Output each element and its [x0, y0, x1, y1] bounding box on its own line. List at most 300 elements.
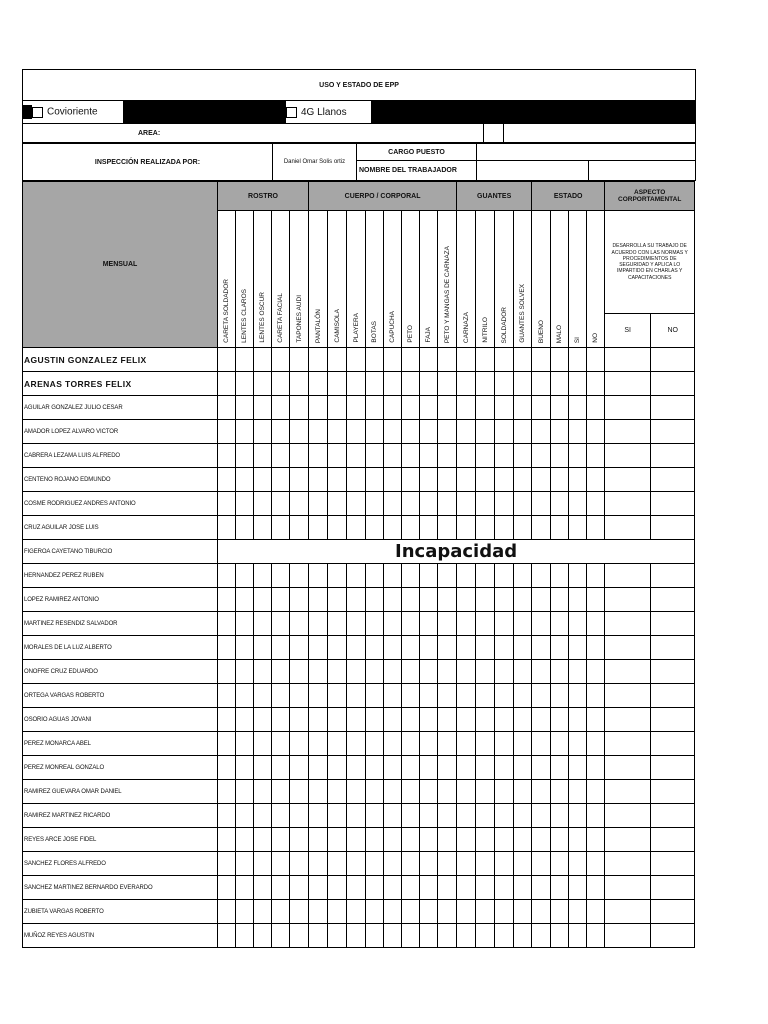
check-cell[interactable]: [605, 516, 651, 540]
check-cell[interactable]: [309, 684, 328, 708]
check-cell[interactable]: [569, 444, 587, 468]
check-cell[interactable]: [457, 684, 476, 708]
check-cell[interactable]: [495, 444, 514, 468]
check-cell[interactable]: [569, 828, 587, 852]
check-cell[interactable]: [457, 852, 476, 876]
check-cell[interactable]: [328, 612, 347, 636]
check-cell[interactable]: [290, 420, 309, 444]
check-cell[interactable]: [514, 828, 532, 852]
check-cell[interactable]: [532, 396, 551, 420]
check-cell[interactable]: [236, 708, 254, 732]
check-cell[interactable]: [272, 708, 290, 732]
check-cell[interactable]: [384, 660, 402, 684]
check-cell[interactable]: [290, 708, 309, 732]
check-cell[interactable]: [328, 396, 347, 420]
check-cell[interactable]: [438, 660, 457, 684]
check-cell[interactable]: [605, 468, 651, 492]
check-cell[interactable]: [457, 900, 476, 924]
check-cell[interactable]: [476, 780, 495, 804]
check-cell[interactable]: [495, 876, 514, 900]
check-cell[interactable]: [366, 780, 384, 804]
check-cell[interactable]: [366, 348, 384, 372]
check-cell[interactable]: [651, 804, 695, 828]
check-cell[interactable]: [438, 636, 457, 660]
check-cell[interactable]: [309, 612, 328, 636]
check-cell[interactable]: [532, 684, 551, 708]
check-cell[interactable]: [420, 780, 438, 804]
check-cell[interactable]: [272, 900, 290, 924]
check-cell[interactable]: [651, 924, 695, 948]
check-cell[interactable]: [587, 756, 605, 780]
check-cell[interactable]: [347, 852, 366, 876]
check-cell[interactable]: [514, 444, 532, 468]
check-cell[interactable]: [587, 924, 605, 948]
check-cell[interactable]: [384, 636, 402, 660]
check-cell[interactable]: [290, 492, 309, 516]
check-cell[interactable]: [532, 492, 551, 516]
check-cell[interactable]: [587, 852, 605, 876]
check-cell[interactable]: [347, 708, 366, 732]
check-cell[interactable]: [347, 372, 366, 396]
check-cell[interactable]: [272, 348, 290, 372]
check-cell[interactable]: [218, 852, 236, 876]
check-cell[interactable]: [366, 852, 384, 876]
check-cell[interactable]: [551, 348, 569, 372]
check-cell[interactable]: [290, 396, 309, 420]
check-cell[interactable]: [328, 588, 347, 612]
check-cell[interactable]: [309, 924, 328, 948]
check-cell[interactable]: [347, 516, 366, 540]
check-cell[interactable]: [457, 396, 476, 420]
check-cell[interactable]: [347, 900, 366, 924]
check-cell[interactable]: [290, 876, 309, 900]
check-cell[interactable]: [457, 468, 476, 492]
check-cell[interactable]: [402, 420, 420, 444]
check-cell[interactable]: [438, 444, 457, 468]
check-cell[interactable]: [366, 444, 384, 468]
check-cell[interactable]: [438, 348, 457, 372]
check-cell[interactable]: [328, 924, 347, 948]
check-cell[interactable]: [457, 612, 476, 636]
check-cell[interactable]: [366, 732, 384, 756]
check-cell[interactable]: [551, 612, 569, 636]
check-cell[interactable]: [532, 516, 551, 540]
check-cell[interactable]: [476, 828, 495, 852]
check-cell[interactable]: [438, 900, 457, 924]
check-cell[interactable]: [476, 636, 495, 660]
check-cell[interactable]: [532, 588, 551, 612]
check-cell[interactable]: [495, 684, 514, 708]
check-cell[interactable]: [384, 924, 402, 948]
check-cell[interactable]: [532, 372, 551, 396]
check-cell[interactable]: [551, 660, 569, 684]
check-cell[interactable]: [532, 708, 551, 732]
check-cell[interactable]: [218, 900, 236, 924]
area-value[interactable]: [414, 124, 484, 143]
check-cell[interactable]: [366, 876, 384, 900]
check-cell[interactable]: [438, 828, 457, 852]
check-cell[interactable]: [254, 468, 272, 492]
check-cell[interactable]: [569, 636, 587, 660]
check-cell[interactable]: [218, 564, 236, 588]
check-cell[interactable]: [476, 708, 495, 732]
check-cell[interactable]: [402, 636, 420, 660]
check-cell[interactable]: [309, 396, 328, 420]
check-cell[interactable]: [457, 588, 476, 612]
check-cell[interactable]: [457, 924, 476, 948]
check-cell[interactable]: [457, 492, 476, 516]
check-cell[interactable]: [347, 636, 366, 660]
check-cell[interactable]: [438, 396, 457, 420]
check-cell[interactable]: [438, 468, 457, 492]
check-cell[interactable]: [569, 492, 587, 516]
check-cell[interactable]: [587, 900, 605, 924]
check-cell[interactable]: [651, 612, 695, 636]
check-cell[interactable]: [605, 732, 651, 756]
check-cell[interactable]: [347, 828, 366, 852]
check-cell[interactable]: [495, 924, 514, 948]
check-cell[interactable]: [309, 372, 328, 396]
check-cell[interactable]: [532, 612, 551, 636]
check-cell[interactable]: [272, 636, 290, 660]
check-cell[interactable]: [254, 516, 272, 540]
check-cell[interactable]: [328, 900, 347, 924]
check-cell[interactable]: [290, 852, 309, 876]
check-cell[interactable]: [532, 780, 551, 804]
check-cell[interactable]: [272, 684, 290, 708]
check-cell[interactable]: [384, 780, 402, 804]
check-cell[interactable]: [420, 876, 438, 900]
check-cell[interactable]: [476, 348, 495, 372]
check-cell[interactable]: [569, 924, 587, 948]
check-cell[interactable]: [347, 468, 366, 492]
check-cell[interactable]: [218, 804, 236, 828]
check-cell[interactable]: [587, 588, 605, 612]
check-cell[interactable]: [569, 348, 587, 372]
check-cell[interactable]: [309, 420, 328, 444]
check-cell[interactable]: [532, 732, 551, 756]
check-cell[interactable]: [218, 732, 236, 756]
check-cell[interactable]: [495, 348, 514, 372]
check-cell[interactable]: [495, 852, 514, 876]
check-cell[interactable]: [495, 780, 514, 804]
check-cell[interactable]: [457, 372, 476, 396]
check-cell[interactable]: [272, 516, 290, 540]
check-cell[interactable]: [457, 780, 476, 804]
checkbox-covioriente[interactable]: [32, 107, 43, 118]
check-cell[interactable]: [384, 852, 402, 876]
check-cell[interactable]: [551, 444, 569, 468]
check-cell[interactable]: [384, 492, 402, 516]
check-cell[interactable]: [551, 420, 569, 444]
check-cell[interactable]: [551, 684, 569, 708]
check-cell[interactable]: [587, 876, 605, 900]
check-cell[interactable]: [438, 804, 457, 828]
check-cell[interactable]: [309, 900, 328, 924]
check-cell[interactable]: [495, 396, 514, 420]
check-cell[interactable]: [254, 804, 272, 828]
check-cell[interactable]: [218, 876, 236, 900]
check-cell[interactable]: [384, 804, 402, 828]
check-cell[interactable]: [420, 492, 438, 516]
check-cell[interactable]: [347, 876, 366, 900]
check-cell[interactable]: [272, 660, 290, 684]
check-cell[interactable]: [514, 756, 532, 780]
check-cell[interactable]: [236, 636, 254, 660]
check-cell[interactable]: [254, 444, 272, 468]
check-cell[interactable]: [366, 804, 384, 828]
check-cell[interactable]: [587, 396, 605, 420]
check-cell[interactable]: [347, 684, 366, 708]
check-cell[interactable]: [272, 732, 290, 756]
check-cell[interactable]: [328, 708, 347, 732]
check-cell[interactable]: [309, 876, 328, 900]
check-cell[interactable]: [309, 444, 328, 468]
check-cell[interactable]: [476, 588, 495, 612]
check-cell[interactable]: [569, 780, 587, 804]
check-cell[interactable]: [309, 516, 328, 540]
check-cell[interactable]: [254, 828, 272, 852]
check-cell[interactable]: [420, 444, 438, 468]
check-cell[interactable]: [551, 492, 569, 516]
check-cell[interactable]: [290, 468, 309, 492]
check-cell[interactable]: [532, 444, 551, 468]
check-cell[interactable]: [420, 900, 438, 924]
check-cell[interactable]: [328, 636, 347, 660]
check-cell[interactable]: [551, 780, 569, 804]
check-cell[interactable]: [532, 468, 551, 492]
check-cell[interactable]: [254, 900, 272, 924]
check-cell[interactable]: [290, 828, 309, 852]
check-cell[interactable]: [290, 684, 309, 708]
check-cell[interactable]: [514, 804, 532, 828]
check-cell[interactable]: [651, 516, 695, 540]
check-cell[interactable]: [328, 564, 347, 588]
check-cell[interactable]: [514, 780, 532, 804]
check-cell[interactable]: [420, 804, 438, 828]
check-cell[interactable]: [476, 660, 495, 684]
check-cell[interactable]: [457, 804, 476, 828]
check-cell[interactable]: [272, 468, 290, 492]
check-cell[interactable]: [420, 660, 438, 684]
check-cell[interactable]: [495, 708, 514, 732]
check-cell[interactable]: [551, 636, 569, 660]
check-cell[interactable]: [328, 876, 347, 900]
check-cell[interactable]: [420, 468, 438, 492]
check-cell[interactable]: [254, 420, 272, 444]
check-cell[interactable]: [236, 876, 254, 900]
check-cell[interactable]: [587, 444, 605, 468]
check-cell[interactable]: [569, 396, 587, 420]
check-cell[interactable]: [569, 468, 587, 492]
check-cell[interactable]: [551, 900, 569, 924]
check-cell[interactable]: [438, 732, 457, 756]
check-cell[interactable]: [457, 348, 476, 372]
check-cell[interactable]: [587, 684, 605, 708]
check-cell[interactable]: [402, 612, 420, 636]
check-cell[interactable]: [569, 660, 587, 684]
check-cell[interactable]: [532, 636, 551, 660]
check-cell[interactable]: [347, 420, 366, 444]
check-cell[interactable]: [651, 564, 695, 588]
check-cell[interactable]: [218, 372, 236, 396]
check-cell[interactable]: [328, 348, 347, 372]
check-cell[interactable]: [384, 732, 402, 756]
check-cell[interactable]: [605, 924, 651, 948]
check-cell[interactable]: [532, 924, 551, 948]
check-cell[interactable]: [651, 732, 695, 756]
check-cell[interactable]: [587, 660, 605, 684]
check-cell[interactable]: [236, 612, 254, 636]
check-cell[interactable]: [290, 924, 309, 948]
check-cell[interactable]: [514, 900, 532, 924]
check-cell[interactable]: [514, 396, 532, 420]
check-cell[interactable]: [587, 348, 605, 372]
check-cell[interactable]: [384, 420, 402, 444]
check-cell[interactable]: [569, 708, 587, 732]
check-cell[interactable]: [218, 708, 236, 732]
check-cell[interactable]: [476, 804, 495, 828]
check-cell[interactable]: [236, 492, 254, 516]
check-cell[interactable]: [605, 372, 651, 396]
check-cell[interactable]: [218, 588, 236, 612]
check-cell[interactable]: [236, 924, 254, 948]
check-cell[interactable]: [347, 660, 366, 684]
check-cell[interactable]: [605, 420, 651, 444]
check-cell[interactable]: [457, 732, 476, 756]
check-cell[interactable]: [366, 708, 384, 732]
check-cell[interactable]: [236, 444, 254, 468]
check-cell[interactable]: [402, 564, 420, 588]
check-cell[interactable]: [587, 780, 605, 804]
check-cell[interactable]: [290, 348, 309, 372]
check-cell[interactable]: [651, 636, 695, 660]
check-cell[interactable]: [476, 468, 495, 492]
check-cell[interactable]: [290, 564, 309, 588]
check-cell[interactable]: [402, 444, 420, 468]
check-cell[interactable]: [587, 468, 605, 492]
check-cell[interactable]: [605, 900, 651, 924]
check-cell[interactable]: [328, 468, 347, 492]
check-cell[interactable]: [438, 756, 457, 780]
check-cell[interactable]: [587, 420, 605, 444]
check-cell[interactable]: [495, 900, 514, 924]
check-cell[interactable]: [384, 372, 402, 396]
check-cell[interactable]: [551, 924, 569, 948]
check-cell[interactable]: [605, 348, 651, 372]
check-cell[interactable]: [309, 828, 328, 852]
check-cell[interactable]: [384, 756, 402, 780]
check-cell[interactable]: [402, 708, 420, 732]
worker-name-extra[interactable]: [589, 161, 696, 181]
check-cell[interactable]: [587, 804, 605, 828]
check-cell[interactable]: [551, 372, 569, 396]
check-cell[interactable]: [532, 756, 551, 780]
check-cell[interactable]: [236, 828, 254, 852]
check-cell[interactable]: [438, 684, 457, 708]
check-cell[interactable]: [651, 660, 695, 684]
check-cell[interactable]: [254, 780, 272, 804]
check-cell[interactable]: [551, 588, 569, 612]
check-cell[interactable]: [420, 348, 438, 372]
check-cell[interactable]: [651, 492, 695, 516]
check-cell[interactable]: [420, 924, 438, 948]
check-cell[interactable]: [532, 828, 551, 852]
check-cell[interactable]: [514, 684, 532, 708]
check-cell[interactable]: [551, 756, 569, 780]
check-cell[interactable]: [290, 900, 309, 924]
check-cell[interactable]: [587, 612, 605, 636]
check-cell[interactable]: [272, 780, 290, 804]
check-cell[interactable]: [651, 684, 695, 708]
check-cell[interactable]: [254, 684, 272, 708]
check-cell[interactable]: [366, 372, 384, 396]
check-cell[interactable]: [236, 372, 254, 396]
check-cell[interactable]: [347, 780, 366, 804]
check-cell[interactable]: [587, 516, 605, 540]
check-cell[interactable]: [290, 612, 309, 636]
check-cell[interactable]: [402, 732, 420, 756]
check-cell[interactable]: [347, 612, 366, 636]
option-covioriente[interactable]: [23, 101, 123, 124]
check-cell[interactable]: [218, 420, 236, 444]
check-cell[interactable]: [328, 372, 347, 396]
check-cell[interactable]: [272, 828, 290, 852]
check-cell[interactable]: [420, 564, 438, 588]
check-cell[interactable]: [328, 732, 347, 756]
check-cell[interactable]: [605, 780, 651, 804]
check-cell[interactable]: [236, 900, 254, 924]
check-cell[interactable]: [476, 876, 495, 900]
check-cell[interactable]: [384, 900, 402, 924]
check-cell[interactable]: [476, 372, 495, 396]
check-cell[interactable]: [457, 756, 476, 780]
check-cell[interactable]: [384, 828, 402, 852]
check-cell[interactable]: [384, 516, 402, 540]
check-cell[interactable]: [457, 660, 476, 684]
check-cell[interactable]: [514, 564, 532, 588]
check-cell[interactable]: [384, 396, 402, 420]
check-cell[interactable]: [420, 828, 438, 852]
check-cell[interactable]: [514, 636, 532, 660]
check-cell[interactable]: [495, 564, 514, 588]
check-cell[interactable]: [476, 492, 495, 516]
check-cell[interactable]: [384, 876, 402, 900]
check-cell[interactable]: [328, 492, 347, 516]
check-cell[interactable]: [551, 708, 569, 732]
check-cell[interactable]: [402, 660, 420, 684]
check-cell[interactable]: [438, 516, 457, 540]
check-cell[interactable]: [236, 468, 254, 492]
check-cell[interactable]: [328, 660, 347, 684]
check-cell[interactable]: [402, 876, 420, 900]
check-cell[interactable]: [457, 516, 476, 540]
check-cell[interactable]: [420, 756, 438, 780]
check-cell[interactable]: [309, 588, 328, 612]
check-cell[interactable]: [605, 660, 651, 684]
check-cell[interactable]: [651, 828, 695, 852]
check-cell[interactable]: [366, 420, 384, 444]
check-cell[interactable]: [254, 852, 272, 876]
check-cell[interactable]: [218, 348, 236, 372]
check-cell[interactable]: [457, 708, 476, 732]
check-cell[interactable]: [272, 876, 290, 900]
check-cell[interactable]: [651, 588, 695, 612]
check-cell[interactable]: [328, 420, 347, 444]
check-cell[interactable]: [651, 396, 695, 420]
check-cell[interactable]: [605, 636, 651, 660]
check-cell[interactable]: [366, 588, 384, 612]
